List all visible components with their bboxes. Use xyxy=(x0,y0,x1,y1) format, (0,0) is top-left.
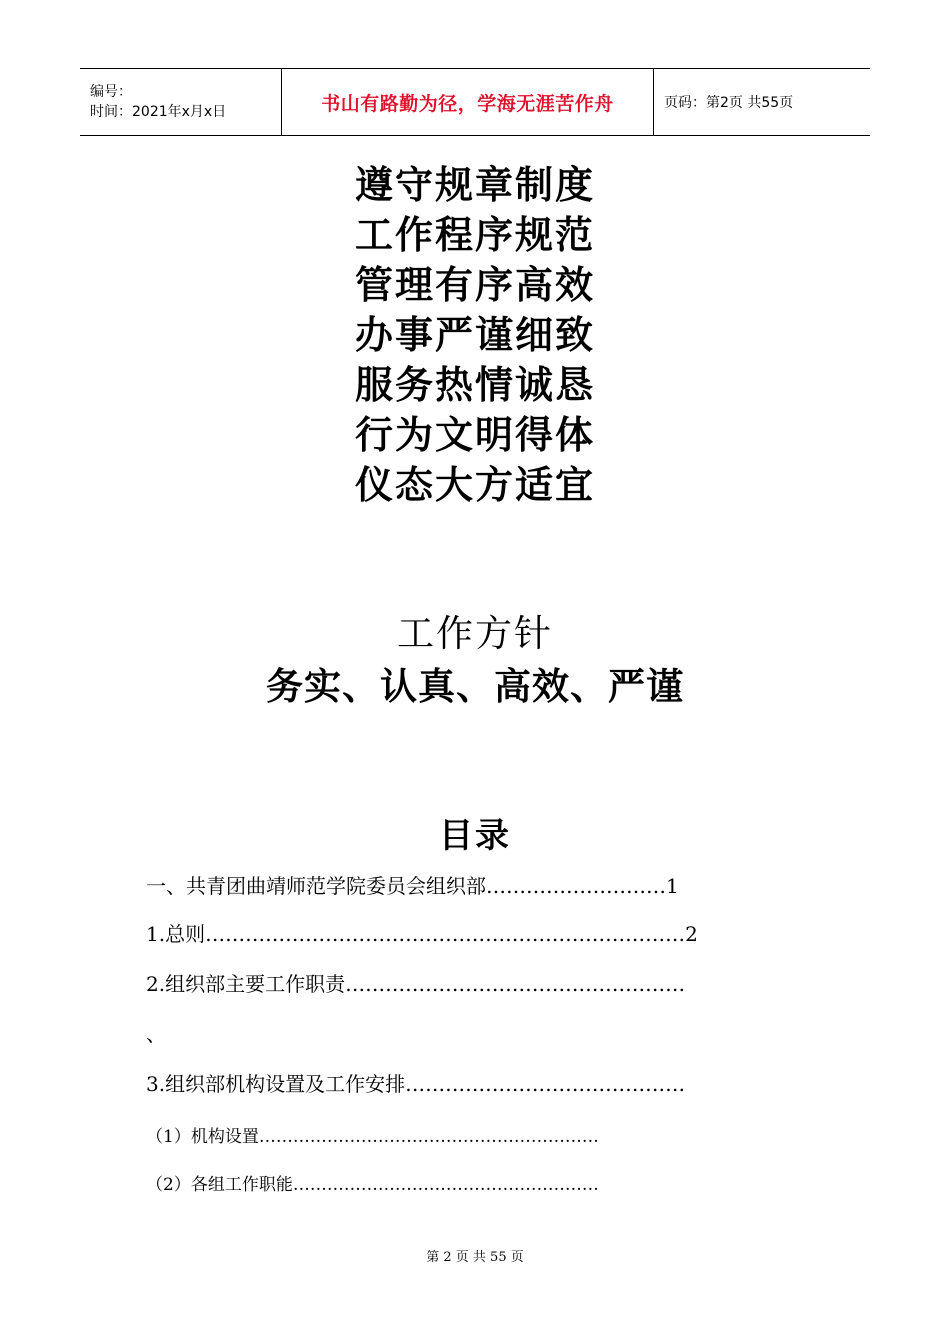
header-meta xyxy=(80,69,281,135)
motto-line: 行为文明得体 xyxy=(354,412,595,457)
header-page-info: 页码：第2页 共55页 xyxy=(664,95,794,111)
header-slogan-cell xyxy=(281,69,654,135)
header-page-info-cell xyxy=(654,69,870,135)
work-policy-title: 工作方针 xyxy=(397,612,553,655)
motto-line: 服务热情诚恳 xyxy=(354,362,595,407)
work-policy-block xyxy=(0,608,950,712)
page-footer: 第 2 页 共 55 页 xyxy=(426,1250,524,1265)
document-number-label: 编号： xyxy=(90,84,132,100)
toc-item[interactable]: （1）机构设置…………………………………………………… xyxy=(146,1127,599,1147)
toc-item[interactable]: 1.总则………………………………………………………………2 xyxy=(146,922,698,946)
document-time-label: 时间：2021年x月x日 xyxy=(90,104,227,120)
motto-line: 办事严谨细致 xyxy=(354,312,595,357)
toc-item[interactable]: 2.组织部主要工作职责…………………………………………… xyxy=(146,972,686,996)
motto-block xyxy=(0,160,950,510)
header-slogan: 书山有路勤为径，学海无涯苦作舟 xyxy=(321,92,614,115)
work-policy-text: 务实、认真、高效、严谨 xyxy=(266,664,684,708)
motto-line: 工作程序规范 xyxy=(354,212,595,257)
toc-item[interactable]: （2）各组工作职能……………………………………………… xyxy=(146,1175,599,1195)
motto-line: 管理有序高效 xyxy=(354,262,595,307)
toc-item[interactable]: 一、共青团曲靖师范学院委员会组织部………………………1 xyxy=(146,874,679,898)
toc-item: 、 xyxy=(146,1022,166,1046)
toc-item[interactable]: 3.组织部机构设置及工作安排…………………………………… xyxy=(146,1072,686,1096)
page-header xyxy=(80,68,870,136)
toc-title: 目录 xyxy=(439,816,511,856)
motto-line: 遵守规章制度 xyxy=(354,162,595,207)
motto-line: 仪态大方适宜 xyxy=(354,462,595,507)
